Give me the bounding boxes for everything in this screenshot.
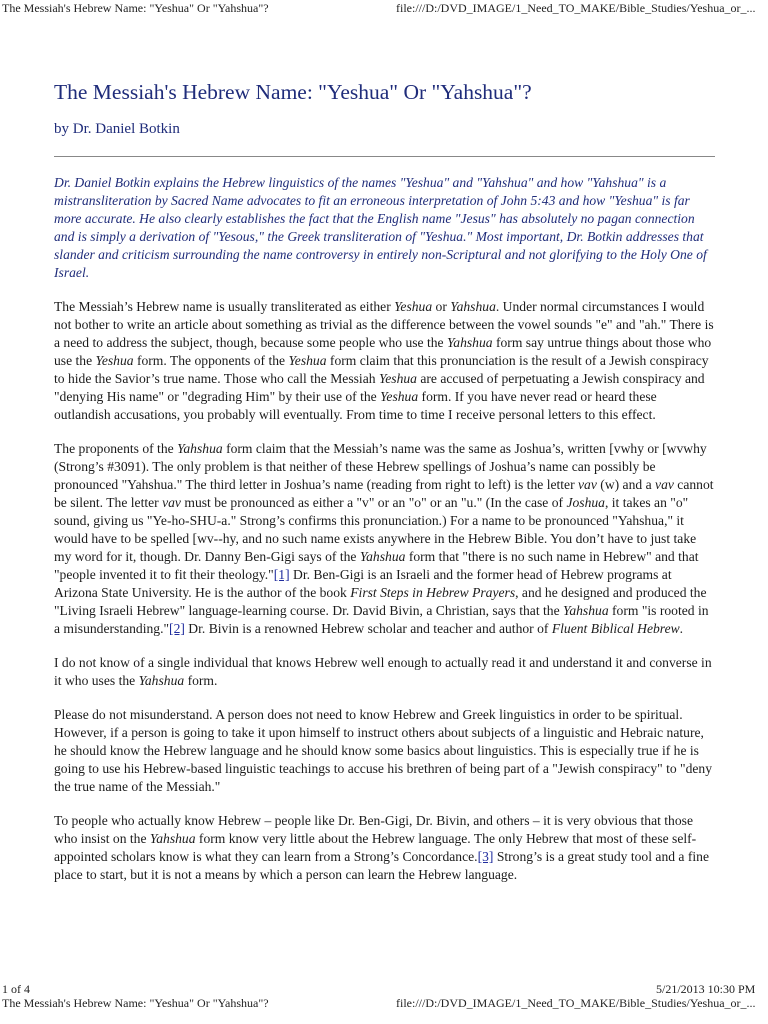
italic-term: First Steps in Hebrew Prayers [350,585,516,600]
italic-term: Joshua [566,495,605,510]
footnote-link-2[interactable]: [2] [169,621,185,636]
italic-term: Yahshua [177,441,223,456]
italic-term: Yahshua [563,603,609,618]
italic-term: Fluent Biblical Hebrew [551,621,680,636]
text: Strong’s is a great study tool and a fine place to start, but it is not a means by which a person can learn the Hebrew language. [54,849,709,882]
text: The proponents of the [54,441,178,456]
italic-term: Yahshua [446,335,493,350]
text: form. [184,673,218,688]
text: form. If you have never read or heard these outlandish accusations, you probably will eventually. From time to time I receive personal letters to this effect. [54,389,657,422]
text: form "is rooted in a misunderstanding." [54,603,709,636]
text: cannot be silent. The letter [54,477,714,510]
text: To people who actually know Hebrew – people like Dr. Ben-Gigi, Dr. Bivin, and others – it is very obvious that those who insist on the [54,813,693,846]
text: are accused of perpetuating a Jewish conspiracy and "denying His name" or "degrading Him" by their use of the [54,371,705,404]
italic-term: vav [655,477,674,492]
footer-url: file:///D:/DVD_IMAGE/1_Need_TO_MAKE/Bible_Studies/Yeshua_or_... [396,996,756,1010]
text: or [432,299,451,314]
text: . Under normal circumstances I would not bother to write an article about something as trivial as the difference between the vowel sounds "e" and "ah." There is a need to address the subject, though, because some people who use the [54,299,714,350]
italic-term: Yeshua [394,299,433,314]
text: , and he designed and produced the "Living Israeli Hebrew" language-learning course. Dr. David Bivin, a Christian, says that the [54,585,707,618]
italic-term: Yeshua [378,371,417,386]
print-header-url: file:///D:/DVD_IMAGE/1_Need_TO_MAKE/Bible_Studies/Yeshua_or_... [396,1,756,15]
italic-term: Yahshua [138,673,185,688]
text: form that "there is no such name in Hebrew" and that "people invented it to fit their theology." [54,549,699,582]
text: (w) and a [596,477,656,492]
text: form say untrue things about those who use the [54,335,712,368]
italic-term: Yeshua [95,353,134,368]
italic-term: Yahshua [450,299,496,314]
footnote-link-1[interactable]: [1] [273,567,290,582]
italic-term: Yahshua [359,549,406,564]
italic-term: Yahshua [149,831,196,846]
italic-term: vav [162,495,181,510]
text: Dr. Ben-Gigi is an Israeli and the former head of Hebrew programs at Arizona State University. He is the author of the book [54,567,672,600]
article-title: The Messiah's Hebrew Name: "Yeshua" Or "Yahshua"? [54,80,532,104]
text: The Messiah’s Hebrew name is usually transliterated as either [54,299,395,314]
text: form claim that the Messiah’s name was the same as Joshua’s, written [vwhy or [wvwhy (Strong’s #3091). The only problem is that neither of these Hebrew spellings of Joshua’s name can possibly be pronounced "Yahshua." The third letter in Joshua’s name (reading from right to left) is the letter [54,441,707,492]
italic-term: vav [578,477,597,492]
print-datetime: 5/21/2013 10:30 PM [656,982,756,996]
text: form know very little about the Hebrew language. The only Hebrew that most of these self-appointed scholars know is what they can learn from a Strong’s Concordance. [54,831,697,864]
text: I do not know of a single individual that knows Hebrew well enough to actually read it and understand it and converse in it who uses the [54,655,712,688]
italic-term: Yeshua [380,389,419,404]
paragraph-1 [54,298,714,424]
intro-paragraph: Dr. Daniel Botkin explains the Hebrew linguistics of the names "Yeshua" and "Yahshua" and how "Yahshua" is a mistransliteration by Sacred Name advocates to fit an erroneous interpretation of John 5:43 and how "Yeshua" is far more accurate. He also clearly establishes the fact that the English name "Jesus" has absolutely no pagan connection and is simply a derivation of "Yesous," the Greek transliteration of "Yeshua." Most important, Dr. Botkin addresses that slander and criticism surrounding the name controversy in entirely non-Scriptural and not glorifying to the Holy One of Israel. [54,175,707,280]
footnote-link-3[interactable]: [3] [477,849,494,864]
text: must be pronounced as either a "v" or an "o" or an "u." (In the case of [180,495,567,510]
paragraph-4: Please do not misunderstand. A person does not need to know Hebrew and Greek linguistics in order to be spiritual. However, if a person is going to take it upon himself to instruct others about subjects of a linguistic and Hebraic nature, he should know the Hebrew language and he should know some basics about linguistics. This is especially true if he is going to use his Hebrew-based linguistic teachings to accuse his brethren of being part of a "Jewish conspiracy" to "deny the true name of the Messiah." [54,707,713,794]
print-header-title: The Messiah's Hebrew Name: "Yeshua" Or "Yahshua"? [2,1,269,15]
paragraph-5 [54,812,714,884]
text: form claim that this pronunciation is the result of a Jewish conspiracy to hide the Savior’s true name. Those who call the Messiah [54,353,709,386]
horizontal-rule [54,156,715,157]
article-body [54,174,714,900]
italic-term: Yeshua [288,353,327,368]
paragraph-3 [54,654,714,690]
text: Dr. Bivin is a renowned Hebrew scholar and teacher and author of [184,621,552,636]
text: , it takes an "o" sound, giving us "Ye-ho-SHU-a." Strong’s confirms this pronunciation.) For a name to be pronounced "Yahshua," it would have to be spelled [wv--hy, and no such name exists anywhere in the Hebrew Bible. You don’t have to just take my word for it, though. Dr. Danny Ben-Gigi says of the [54,495,697,564]
article-byline: by Dr. Daniel Botkin [54,121,180,137]
paragraph-2 [54,440,714,638]
page-count: 1 of 4 [2,982,30,996]
text: form. The opponents of the [133,353,289,368]
footer-title: The Messiah's Hebrew Name: "Yeshua" Or "Yahshua"? [2,996,269,1010]
text: . [679,621,684,636]
